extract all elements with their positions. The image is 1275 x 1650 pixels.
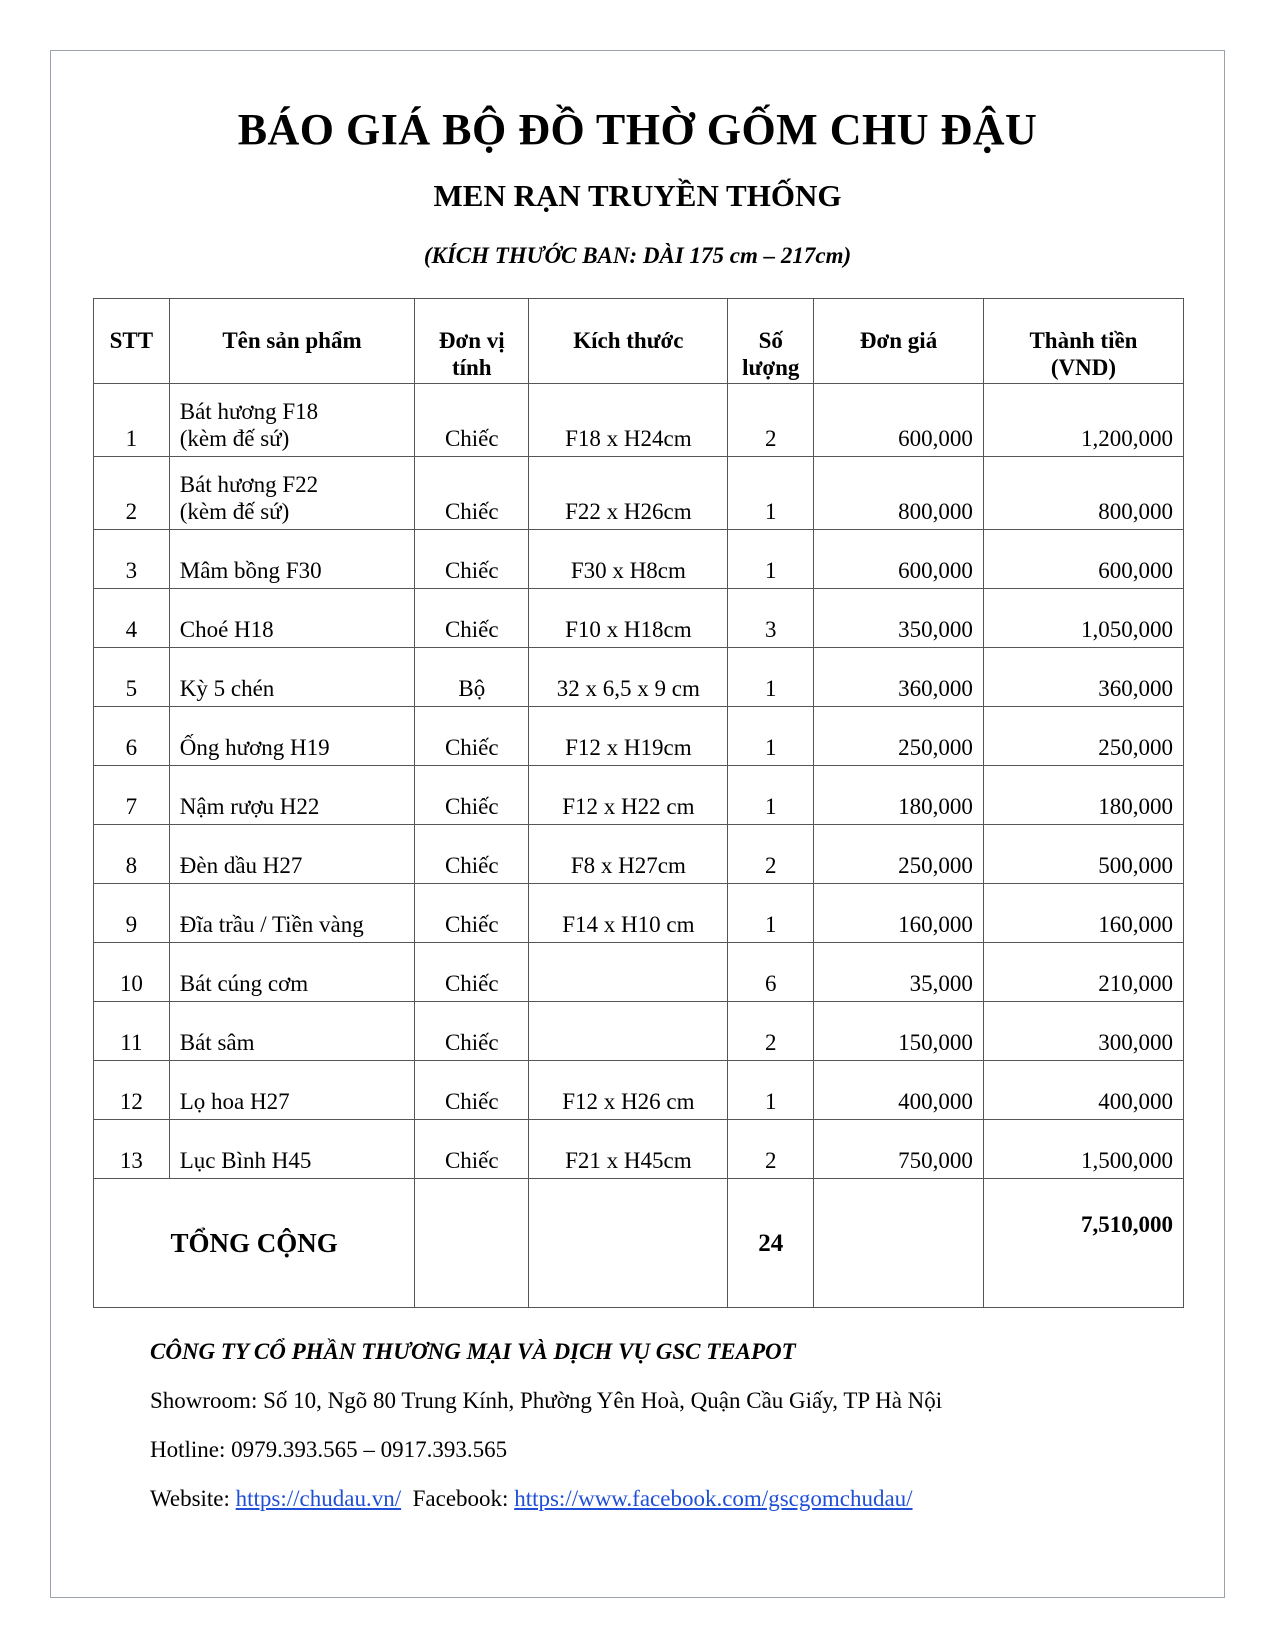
cell-unit: Chiếc [415,589,529,648]
header-row [94,299,1184,384]
header-total [983,299,1183,384]
cell-size: F12 x H26 cm [529,1061,728,1120]
cell-name: Kỳ 5 chén [169,648,414,707]
table-row [94,530,1184,589]
cell-qty: 3 [728,589,814,648]
cell-unit: Chiếc [415,1120,529,1179]
cell-unit: Chiếc [415,384,529,457]
cell-name: Lục Bình H45 [169,1120,414,1179]
cell-unit: Chiếc [415,457,529,530]
header-unit-line1: Đơn vị [438,328,505,353]
document-subtitle: MEN RẠN TRUYỀN THỐNG [433,178,842,213]
cell-stt: 13 [94,1120,170,1179]
cell-name: Bát sâm [169,1002,414,1061]
facebook-link[interactable]: https://www.facebook.com/gscgomchudau/ [514,1486,913,1511]
cell-stt: 8 [94,825,170,884]
cell-price: 800,000 [814,457,984,530]
header-size: Kích thước [529,299,728,384]
cell-unit: Chiếc [415,1002,529,1061]
cell-unit: Chiếc [415,707,529,766]
table-row [94,1061,1184,1120]
cell-name [169,457,414,530]
cell-name: Bát cúng cơm [169,943,414,1002]
header-stt: STT [94,299,170,384]
cell-stt: 12 [94,1061,170,1120]
total-label: TỔNG CỘNG [94,1179,415,1308]
cell-unit: Chiếc [415,825,529,884]
cell-stt: 1 [94,384,170,457]
cell-qty: 1 [728,707,814,766]
cell-name: Mâm bồng F30 [169,530,414,589]
cell-size: F12 x H22 cm [529,766,728,825]
cell-unit: Chiếc [415,943,529,1002]
cell-qty: 2 [728,1120,814,1179]
header-unit [415,299,529,384]
header-qty-line1: Số [758,328,783,353]
header-price: Đơn giá [814,299,984,384]
cell-price: 160,000 [814,884,984,943]
cell-qty: 1 [728,648,814,707]
cell-name-line1: Bát hương F18 [179,399,319,424]
table-row [94,1120,1184,1179]
header-qty [728,299,814,384]
cell-qty: 1 [728,884,814,943]
cell-size: F30 x H8cm [529,530,728,589]
cell-price: 35,000 [814,943,984,1002]
cell-unit: Chiếc [415,530,529,589]
table-row [94,707,1184,766]
cell-price: 600,000 [814,384,984,457]
table-row [94,457,1184,530]
cell-size: F21 x H45cm [529,1120,728,1179]
total-row [94,1179,1184,1308]
cell-size [529,1002,728,1061]
cell-price: 180,000 [814,766,984,825]
cell-stt: 11 [94,1002,170,1061]
cell-size: F10 x H18cm [529,589,728,648]
cell-stt: 3 [94,530,170,589]
cell-stt: 4 [94,589,170,648]
cell-price: 250,000 [814,707,984,766]
cell-name: Đĩa trầu / Tiền vàng [169,884,414,943]
cell-name: Ống hương H19 [169,707,414,766]
website-link[interactable]: https://chudau.vn/ [235,1486,402,1511]
cell-qty: 1 [728,530,814,589]
total-empty-unit [415,1179,529,1308]
table-row [94,384,1184,457]
cell-price: 360,000 [814,648,984,707]
cell-total: 210,000 [983,943,1183,1002]
cell-size: F8 x H27cm [529,825,728,884]
total-empty-size [529,1179,728,1308]
cell-unit: Bộ [415,648,529,707]
cell-qty: 1 [728,1061,814,1120]
cell-total: 180,000 [983,766,1183,825]
table-body [94,384,1184,1308]
hotline: Hotline: 0979.393.565 – 0917.393.565 [150,1437,508,1462]
cell-stt: 10 [94,943,170,1002]
cell-total: 500,000 [983,825,1183,884]
cell-size: F12 x H19cm [529,707,728,766]
cell-stt: 9 [94,884,170,943]
cell-total: 1,200,000 [983,384,1183,457]
cell-name-line1: Bát hương F22 [179,472,319,497]
company-name: CÔNG TY CỔ PHẦN THƯƠNG MẠI VÀ DỊCH VỤ GSC TEAPOT [150,1339,796,1364]
document-title: BÁO GIÁ BỘ ĐỒ THỜ GỐM CHU ĐẬU [237,105,1038,154]
cell-price: 400,000 [814,1061,984,1120]
cell-stt: 6 [94,707,170,766]
cell-unit: Chiếc [415,1061,529,1120]
table-row [94,766,1184,825]
cell-stt: 7 [94,766,170,825]
facebook-label: Facebook: [412,1486,515,1511]
cell-name [169,384,414,457]
total-amount: 7,510,000 [983,1179,1183,1308]
cell-total: 160,000 [983,884,1183,943]
table-row [94,589,1184,648]
table-row [94,648,1184,707]
cell-total: 400,000 [983,1061,1183,1120]
cell-qty: 1 [728,457,814,530]
table-row [94,943,1184,1002]
price-quote-table [93,298,1184,1308]
table-row [94,1002,1184,1061]
cell-total: 300,000 [983,1002,1183,1061]
cell-total: 600,000 [983,530,1183,589]
table-row [94,884,1184,943]
cell-qty: 2 [728,1002,814,1061]
showroom-address: Showroom: Số 10, Ngõ 80 Trung Kính, Phường Yên Hoà, Quận Cầu Giấy, TP Hà Nội [150,1388,943,1413]
cell-total: 1,050,000 [983,589,1183,648]
cell-price: 350,000 [814,589,984,648]
cell-price: 250,000 [814,825,984,884]
header-qty-line2: lượng [742,355,800,380]
cell-unit: Chiếc [415,884,529,943]
cell-stt: 2 [94,457,170,530]
cell-qty: 2 [728,825,814,884]
cell-total: 360,000 [983,648,1183,707]
cell-size [529,943,728,1002]
cell-name-line2: (kèm đế sứ) [179,426,290,451]
cell-name: Lọ hoa H27 [169,1061,414,1120]
total-empty-price [814,1179,984,1308]
cell-qty: 1 [728,766,814,825]
cell-name: Nậm rượu H22 [169,766,414,825]
header-total-line2: (VND) [1050,355,1117,380]
total-qty: 24 [728,1179,814,1308]
cell-total: 1,500,000 [983,1120,1183,1179]
cell-size: F14 x H10 cm [529,884,728,943]
header-total-line1: Thành tiền [1029,328,1138,353]
cell-size: 32 x 6,5 x 9 cm [529,648,728,707]
cell-total: 800,000 [983,457,1183,530]
cell-name: Đèn dầu H27 [169,825,414,884]
cell-price: 150,000 [814,1002,984,1061]
website-label: Website: [150,1486,236,1511]
dimension-note: (KÍCH THƯỚC BAN: DÀI 175 cm – 217cm) [423,243,852,268]
table-header [94,299,1184,384]
cell-unit: Chiếc [415,766,529,825]
cell-size: F18 x H24cm [529,384,728,457]
cell-qty: 2 [728,384,814,457]
table-row [94,825,1184,884]
cell-price: 600,000 [814,530,984,589]
cell-name: Choé H18 [169,589,414,648]
cell-size: F22 x H26cm [529,457,728,530]
cell-price: 750,000 [814,1120,984,1179]
web-links [150,1486,913,1512]
cell-qty: 6 [728,943,814,1002]
cell-total: 250,000 [983,707,1183,766]
header-unit-line2: tính [451,355,492,380]
cell-name-line2: (kèm đế sứ) [179,499,290,524]
cell-stt: 5 [94,648,170,707]
header-name: Tên sản phẩm [169,299,414,384]
